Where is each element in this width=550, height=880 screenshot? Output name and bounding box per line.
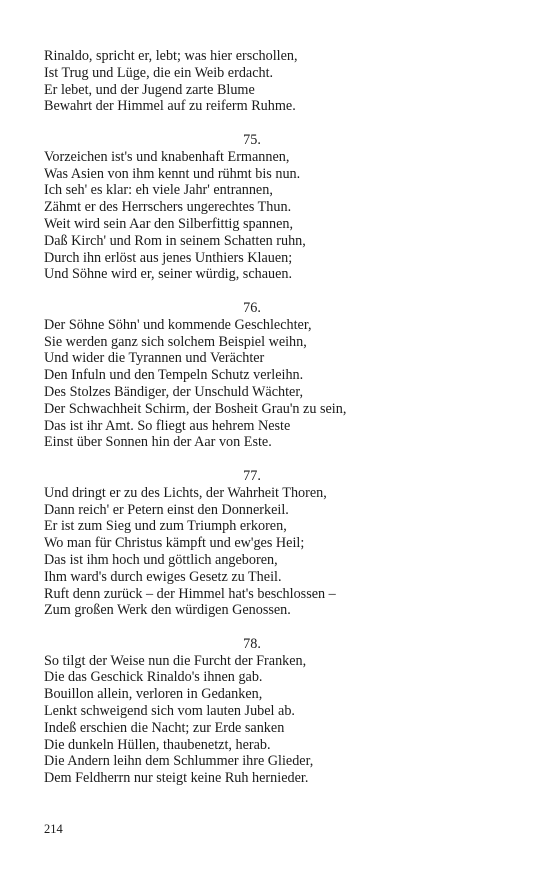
verse-line: Zähmt er des Herrschers ungerechtes Thun. bbox=[44, 199, 292, 216]
verse-line: Vorzeichen ist's und knabenhaft Ermannen, bbox=[44, 148, 290, 165]
verse-line: Ist Trug und Lüge, die ein Weib erdacht. bbox=[44, 64, 274, 81]
stanza-77 bbox=[44, 468, 464, 619]
verse-line: So tilgt der Weise nun die Furcht der Franken, bbox=[44, 652, 307, 669]
verse-line: Er ist zum Sieg und zum Triumph erkoren, bbox=[44, 518, 287, 535]
verse-line: Dem Feldherrn nur steigt keine Ruh hernieder. bbox=[44, 770, 309, 787]
verse-line: Das ist ihm hoch und göttlich angeboren, bbox=[44, 551, 278, 568]
verse-line: Die das Geschick Rinaldo's ihnen gab. bbox=[44, 669, 263, 686]
verse-line: Und Söhne wird er, seiner würdig, schauen. bbox=[44, 266, 293, 283]
verse-line: Dann reich' er Petern einst den Donnerkeil. bbox=[44, 501, 289, 518]
stanza-continuation bbox=[44, 48, 464, 115]
verse-line: Ich seh' es klar: eh viele Jahr' entrannen, bbox=[44, 182, 273, 199]
verse-line: Lenkt schweigend sich vom lauten Jubel ab. bbox=[44, 703, 295, 720]
verse-line: Er lebet, und der Jugend zarte Blume bbox=[44, 81, 255, 98]
stanza-spacer bbox=[44, 451, 464, 468]
verse-line: Die dunkeln Hüllen, thaubenetzt, herab. bbox=[44, 736, 271, 753]
stanza-spacer bbox=[44, 619, 464, 636]
verse-line: Ruft denn zurück – der Himmel hat's beschlossen – bbox=[44, 585, 336, 602]
verse-line: Den Infuln und den Tempeln Schutz verleihn. bbox=[44, 367, 304, 384]
stanza-75 bbox=[44, 132, 464, 283]
verse-line: Der Söhne Söhn' und kommende Geschlechter, bbox=[44, 316, 312, 333]
verse-line: Indeß erschien die Nacht; zur Erde sanken bbox=[44, 719, 285, 736]
stanza-number: 77. bbox=[243, 467, 261, 484]
verse-line: Und dringt er zu des Lichts, der Wahrheit Thoren, bbox=[44, 484, 327, 501]
verse-line: Was Asien von ihm kennt und rühmt bis nun. bbox=[44, 165, 301, 182]
stanza-76 bbox=[44, 300, 464, 451]
page-number: 214 bbox=[44, 822, 63, 836]
verse-line: Zum großen Werk den würdigen Genossen. bbox=[44, 602, 291, 619]
verse-line: Bouillon allein, verloren in Gedanken, bbox=[44, 686, 263, 703]
stanza-number: 78. bbox=[243, 635, 261, 652]
verse-line: Bewahrt der Himmel auf zu reiferm Ruhme. bbox=[44, 98, 296, 115]
verse-line: Und wider die Tyrannen und Verächter bbox=[44, 350, 265, 367]
stanza-78 bbox=[44, 636, 464, 787]
verse-line: Rinaldo, spricht er, lebt; was hier erschollen, bbox=[44, 48, 298, 64]
verse-line: Daß Kirch' und Rom in seinem Schatten ruhn, bbox=[44, 232, 306, 249]
stanza-spacer bbox=[44, 115, 464, 132]
verse-line: Durch ihn erlöst aus jenes Unthiers Klauen; bbox=[44, 249, 293, 266]
verse-line: Sie werden ganz sich solchem Beispiel weihn, bbox=[44, 333, 307, 350]
verse-line: Die Andern leihn dem Schlummer ihre Glieder, bbox=[44, 753, 314, 770]
stanza-spacer bbox=[44, 283, 464, 300]
verse-line: Wo man für Christus kämpft und ew'ges Heil; bbox=[44, 535, 305, 552]
verse-line: Weit wird sein Aar den Silberfittig spannen, bbox=[44, 215, 294, 232]
poem-body bbox=[44, 48, 464, 787]
verse-line: Der Schwachheit Schirm, der Bosheit Grau'n zu sein, bbox=[44, 400, 347, 417]
verse-line: Ihm ward's durch ewiges Gesetz zu Theil. bbox=[44, 568, 282, 585]
verse-line: Das ist ihr Amt. So fliegt aus hehrem Neste bbox=[44, 417, 291, 434]
stanza-number: 75. bbox=[243, 131, 261, 148]
stanza-number: 76. bbox=[243, 299, 261, 316]
verse-line: Einst über Sonnen hin der Aar von Este. bbox=[44, 434, 272, 451]
verse-line: Des Stolzes Bändiger, der Unschuld Wächter, bbox=[44, 383, 304, 400]
